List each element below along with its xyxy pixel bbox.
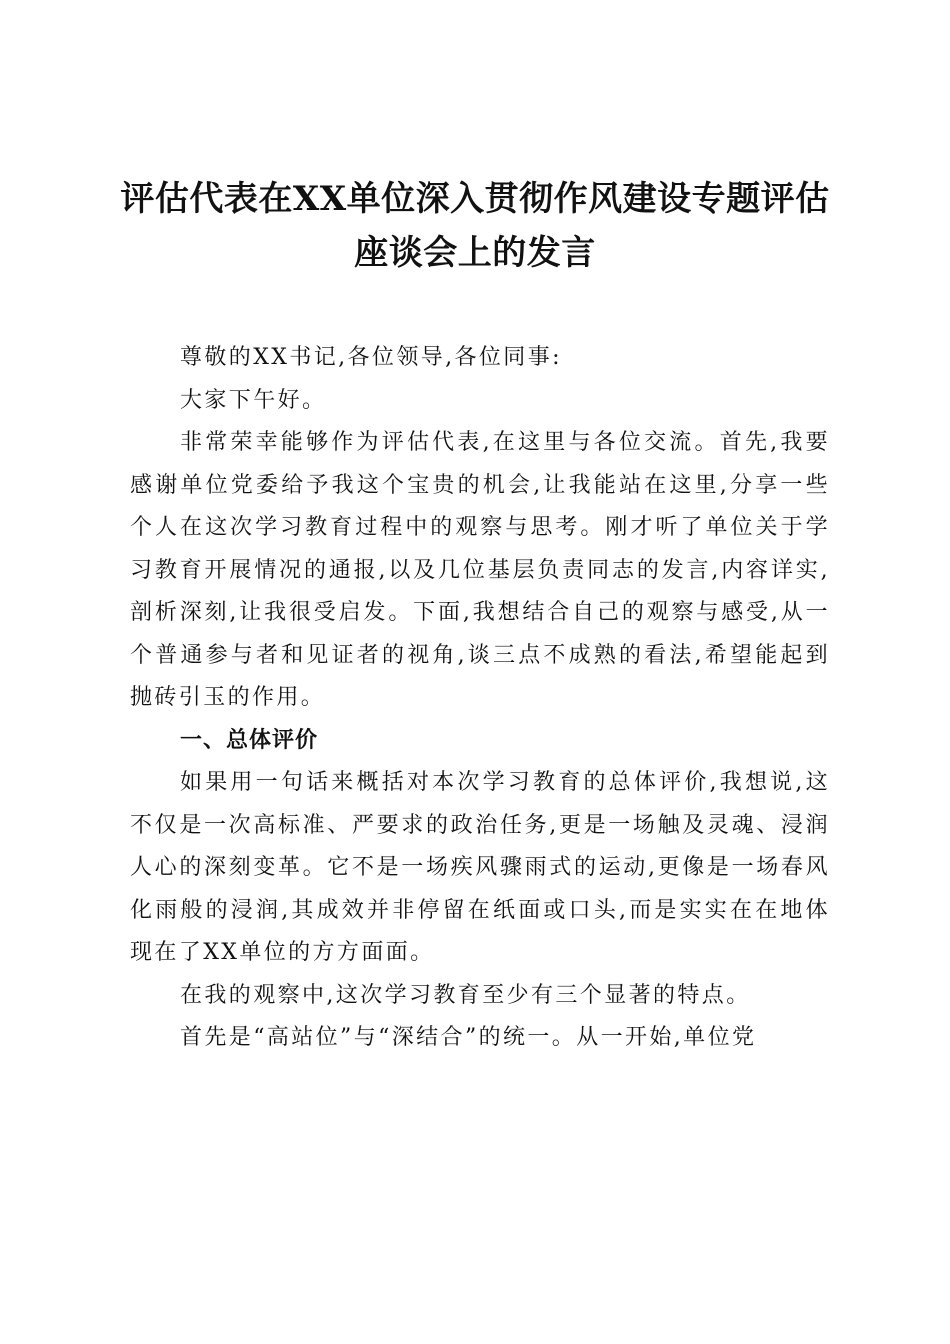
greeting-paragraph: 大家下午好。: [180, 387, 327, 413]
salutation-paragraph: 尊敬的XX书记,各位领导,各位同事:: [180, 345, 562, 370]
evaluation-paragraph: 如果用一句话来概括对本次学习教育的总体评价,我想说,这不仅是一次高标准、严要求的政治任务,更是一场触及灵魂、浸润人心的深刻变革。它不是一场疾风骤雨式的运动,更像是一场春风化雨般的浸润,其成效并非停留在纸面或口头,而是实实在在地体现在了XX单位的方方面面。: [130, 770, 830, 965]
intro-paragraph: 非常荣幸能够作为评估代表,在这里与各位交流。首先,我要感谢单位党委给予我这个宝贵的机会,让我能站在这里,分享一些个人在这次学习教育过程中的观察与思考。刚才听了单位关于学习教育开展情况的通报,以及几位基层负责同志的发言,内容详实,剖析深刻,让我很受启发。下面,我想结合自己的观察与感受,从一个普通参与者和见证者的视角,谈三点不成熟的看法,希望能起到抛砖引玉的作用。: [130, 430, 830, 710]
first-feature-paragraph: 首先是“高站位”与“深结合”的统一。从一开始,单位党: [180, 1025, 757, 1050]
document-body: [130, 337, 830, 1060]
section-heading-overall-evaluation: 一、总体评价: [180, 727, 319, 753]
features-intro-paragraph: 在我的观察中,这次学习教育至少有三个显著的特点。: [180, 982, 751, 1008]
document-title: 评估代表在XX单位深入贯彻作风建设专题评估座谈会上的发言: [120, 179, 830, 273]
